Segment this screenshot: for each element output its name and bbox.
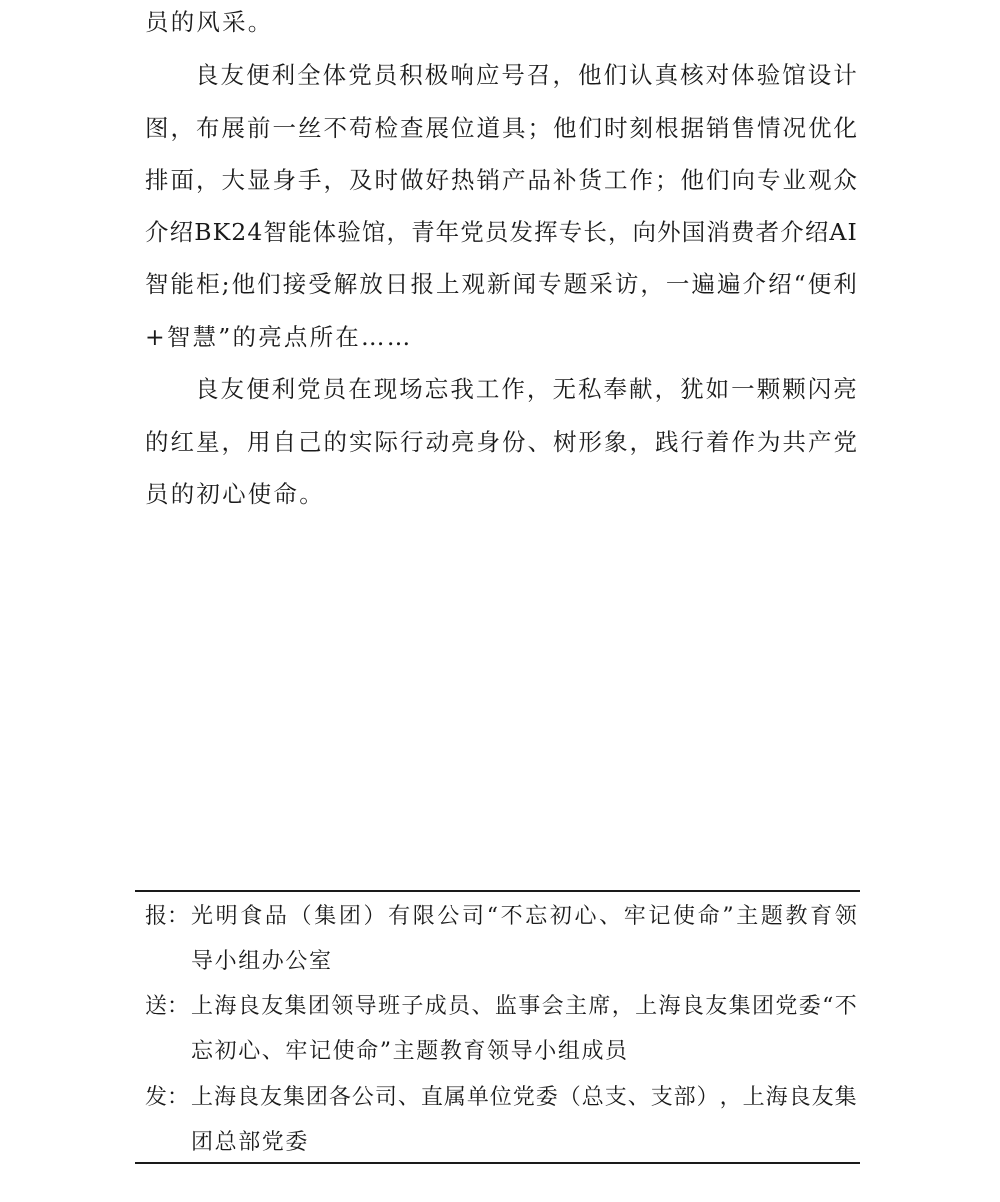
send-line-1: 上 海 良 友 集 团 领 导 班 子 成 员 、 监 事 会 主 席 ， 上 海 良 友 集 团 党 委 “ 不 [191,994,857,1019]
report-label: 报： [145,904,190,929]
send-label: 送： [145,994,190,1019]
body-line-4: 排 面 ， 大 显 身 手 ， 及 时 做 好 热 销 产 品 补 货 工 作 ； 他 们 向 专 业 观 众 [145,166,857,194]
report-line-2: 导小组办公室 [191,949,333,974]
body-line-5: 介 绍 B K 2 4 智 能 体 验 馆 ， 青 年 党 员 发 挥 专 长 ， 向 外 国 消 费 者 介 绍 A I [145,218,857,246]
body-line-1: 员的风采。 [145,8,274,36]
body-line-9: 的 红 星 ， 用 自 己 的 实 际 行 动 亮 身 份 、 树 形 象 ， 践 行 着 作 为 共 产 党 [145,428,857,456]
issue-line-2: 团总部党委 [191,1130,310,1155]
issue-label: 发： [145,1085,190,1110]
body-line-8: 良 友 便 利 党 员 在 现 场 忘 我 工 作 ， 无 私 奉 献 ， 犹 如 一 颗 颗 闪 亮 [195,375,857,403]
distribution-top-rule [135,890,860,892]
body-line-7: +智慧”的亮点所在…… [145,323,413,351]
body-line-6: 智 能 柜 ; 他 们 接 受 解 放 日 报 上 观 新 闻 专 题 采 访 ， 一 遍 遍 介 绍 “ 便 利 [145,270,857,298]
body-line-2: 良 友 便 利 全 体 党 员 积 极 响 应 号 召 ， 他 们 认 真 核 对 体 验 馆 设 计 [195,61,857,89]
body-line-3: 图 ， 布 展 前 一 丝 不 苟 检 查 展 位 道 具 ； 他 们 时 刻 根 据 销 售 情 况 优 化 [145,114,857,142]
issue-line-1: 上 海 良 友 集 团 各 公 司 、 直 属 单 位 党 委 （ 总 支 、 支 部 ） ， 上 海 良 友 集 [191,1085,857,1110]
send-line-2: 忘初心、牢记使命”主题教育领导小组成员 [191,1039,629,1064]
report-line-1: 光 明 食 品 （ 集 团 ） 有 限 公 司 “ 不 忘 初 心 、 牢 记 使 命 ” 主 题 教 育 领 [191,904,857,929]
body-line-10: 员的初心使命。 [145,480,325,508]
distribution-bottom-rule [135,1162,860,1164]
